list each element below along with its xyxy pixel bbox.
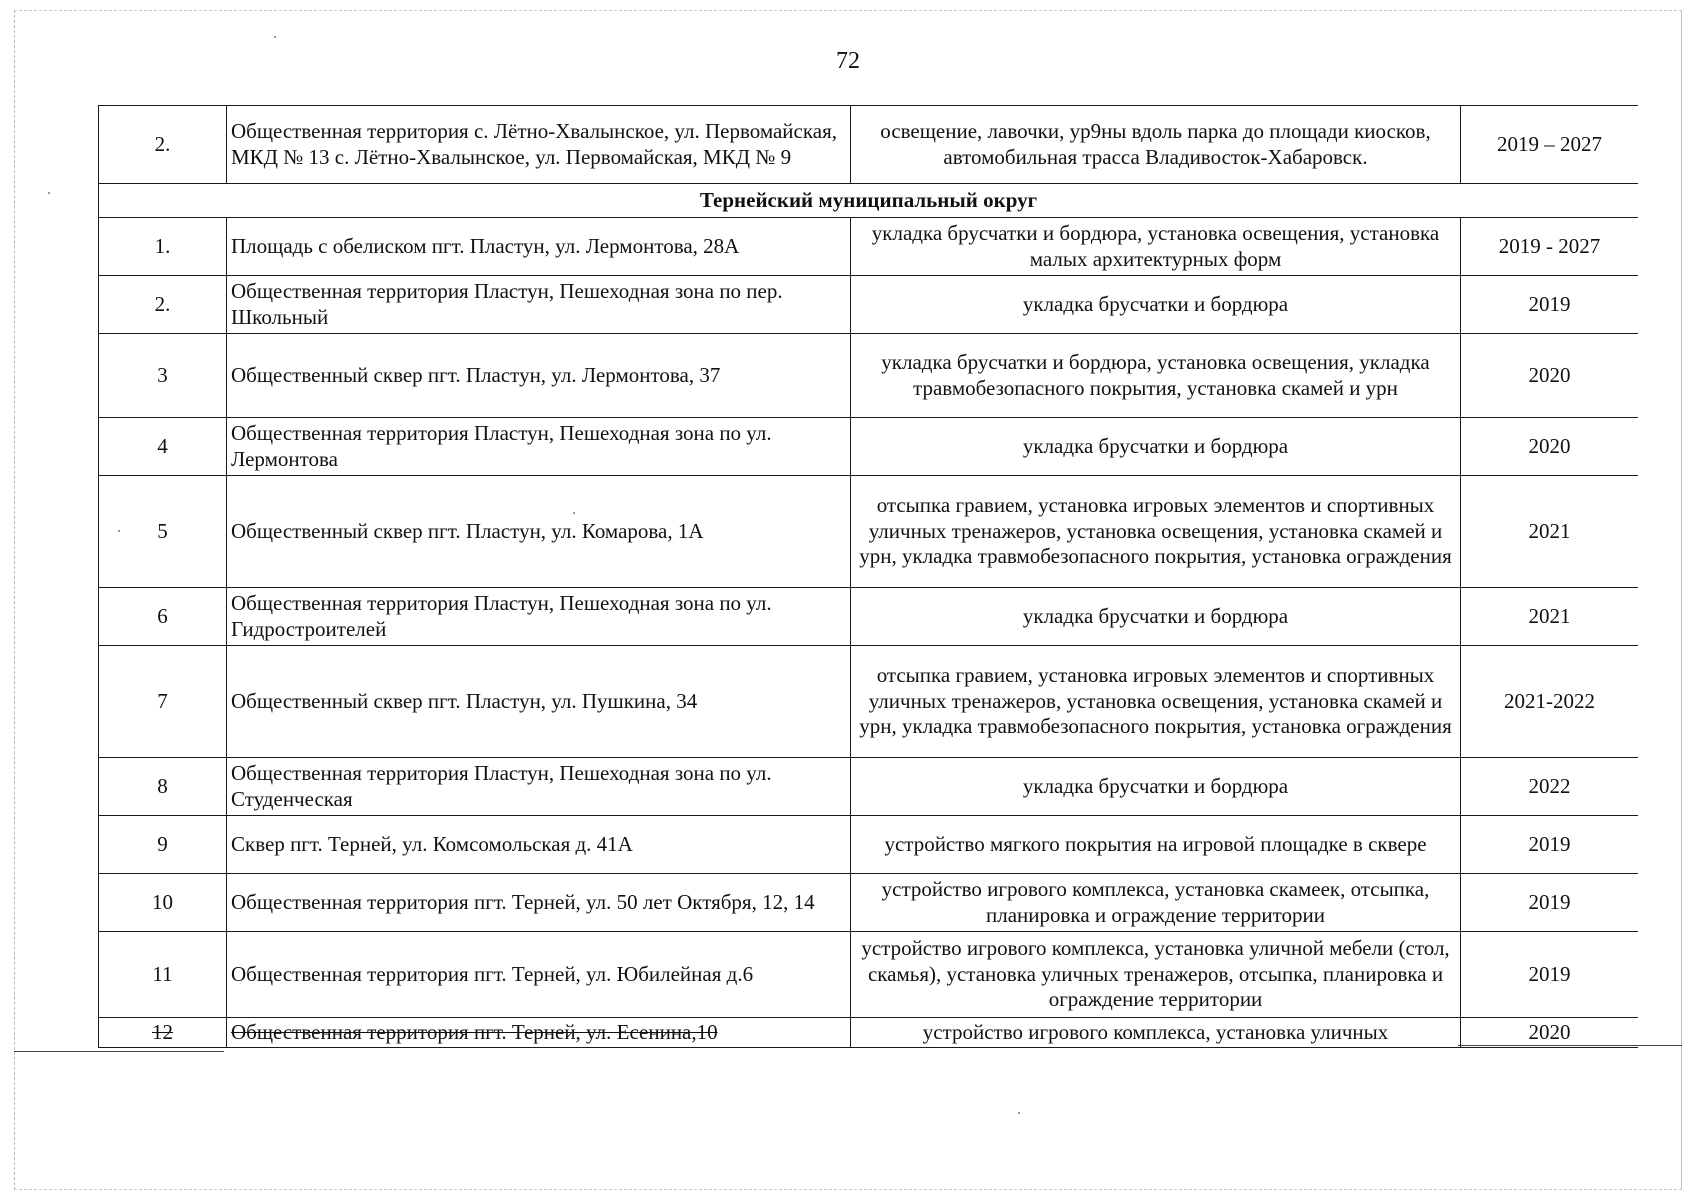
works-description: устройство игрового комплекса, установка уличной мебели (стол, скамья), установка уличных тренажеров, отсыпка, планировка и ограждение территории (851, 932, 1461, 1018)
works-description: укладка брусчатки и бордюра (851, 588, 1461, 646)
table-row (99, 334, 1639, 418)
table-row (99, 106, 1639, 184)
works-description: освещение, лавочки, ур9ны вдоль парка до площади киосков, автомобильная трасса Владивосток-Хабаровск. (851, 106, 1461, 184)
row-number: 2. (99, 106, 227, 184)
works-description: отсыпка гравием, установка игровых элементов и спортивных уличных тренажеров, установка освещения, установка скамей и урн, укладка травмобезопасного покрытия, установка ограждения (851, 476, 1461, 588)
scan-speck (1018, 1112, 1020, 1114)
object-name: Общественная территория Пластун, Пешеходная зона по ул. Гидростроителей (227, 588, 851, 646)
section-row (99, 184, 1639, 218)
row-number: 3 (99, 334, 227, 418)
implementation-years: 2021 (1461, 588, 1639, 646)
table-row (99, 276, 1639, 334)
works-description: укладка брусчатки и бордюра (851, 276, 1461, 334)
table-row (99, 932, 1639, 1018)
object-name: Общественная территория Пластун, Пешеходная зона по ул. Студенческая (227, 758, 851, 816)
object-name: Площадь с обелиском пгт. Пластун, ул. Лермонтова, 28А (227, 218, 851, 276)
table-row (99, 218, 1639, 276)
row-number: 6 (99, 588, 227, 646)
row-number: 9 (99, 816, 227, 874)
object-name: Общественный сквер пгт. Пластун, ул. Лермонтова, 37 (227, 334, 851, 418)
table-row (99, 476, 1639, 588)
implementation-years: 2020 (1461, 418, 1639, 476)
improvement-table (98, 105, 1638, 1048)
works-description: устройство игрового комплекса, установка скамеек, отсыпка, планировка и ограждение территории (851, 874, 1461, 932)
table-row (99, 646, 1639, 758)
row-number: 2. (99, 276, 227, 334)
table-row (99, 588, 1639, 646)
scan-speck (573, 512, 575, 514)
scan-artifact-line (1458, 1045, 1682, 1046)
page-number: 72 (836, 48, 860, 74)
implementation-years: 2020 (1461, 334, 1639, 418)
row-number: 11 (99, 932, 227, 1018)
row-number: 7 (99, 646, 227, 758)
implementation-years: 2022 (1461, 758, 1639, 816)
object-name: Сквер пгт. Терней, ул. Комсомольская д. 41А (227, 816, 851, 874)
table-row (99, 418, 1639, 476)
works-description: укладка брусчатки и бордюра, установка освещения, установка малых архитектурных форм (851, 218, 1461, 276)
object-name: Общественная территория с. Лётно-Хвалынское, ул. Первомайская, МКД № 13 с. Лётно-Хвалынское, ул. Первомайская, МКД № 9 (227, 106, 851, 184)
table-row (99, 1018, 1639, 1048)
row-number: 12 (99, 1018, 227, 1048)
object-name: Общественная территория Пластун, Пешеходная зона по ул. Лермонтова (227, 418, 851, 476)
object-name: Общественный сквер пгт. Пластун, ул. Пушкина, 34 (227, 646, 851, 758)
works-description: устройство мягкого покрытия на игровой площадке в сквере (851, 816, 1461, 874)
row-number: 8 (99, 758, 227, 816)
implementation-years: 2021-2022 (1461, 646, 1639, 758)
object-name: Общественная территория пгт. Терней, ул. 50 лет Октября, 12, 14 (227, 874, 851, 932)
implementation-years: 2019 (1461, 874, 1639, 932)
scan-artifact-line (14, 1051, 224, 1052)
row-number: 1. (99, 218, 227, 276)
object-name: Общественная территория пгт. Терней, ул. Есенина,10 (227, 1018, 851, 1048)
object-name: Общественная территория пгт. Терней, ул. Юбилейная д.6 (227, 932, 851, 1018)
works-description: укладка брусчатки и бордюра (851, 758, 1461, 816)
implementation-years: 2021 (1461, 476, 1639, 588)
implementation-years: 2019 - 2027 (1461, 218, 1639, 276)
implementation-years: 2019 (1461, 276, 1639, 334)
scan-speck (48, 192, 50, 194)
table-row (99, 758, 1639, 816)
object-name: Общественный сквер пгт. Пластун, ул. Комарова, 1А (227, 476, 851, 588)
scan-speck (274, 36, 276, 38)
works-description: укладка брусчатки и бордюра, установка освещения, укладка травмобезопасного покрытия, установка скамей и урн (851, 334, 1461, 418)
section-title: Тернейский муниципальный округ (99, 184, 1639, 218)
row-number: 10 (99, 874, 227, 932)
implementation-years: 2019 – 2027 (1461, 106, 1639, 184)
works-description: устройство игрового комплекса, установка уличных (851, 1018, 1461, 1048)
implementation-years: 2019 (1461, 816, 1639, 874)
scan-speck (118, 530, 120, 532)
table-row (99, 816, 1639, 874)
table-container (98, 105, 1638, 1071)
implementation-years: 2020 (1461, 1018, 1639, 1048)
works-description: укладка брусчатки и бордюра (851, 418, 1461, 476)
object-name: Общественная территория Пластун, Пешеходная зона по пер. Школьный (227, 276, 851, 334)
row-number: 5 (99, 476, 227, 588)
row-number: 4 (99, 418, 227, 476)
implementation-years: 2019 (1461, 932, 1639, 1018)
works-description: отсыпка гравием, установка игровых элементов и спортивных уличных тренажеров, установка освещения, установка скамей и урн, укладка травмобезопасного покрытия, установка ограждения (851, 646, 1461, 758)
table-row (99, 874, 1639, 932)
